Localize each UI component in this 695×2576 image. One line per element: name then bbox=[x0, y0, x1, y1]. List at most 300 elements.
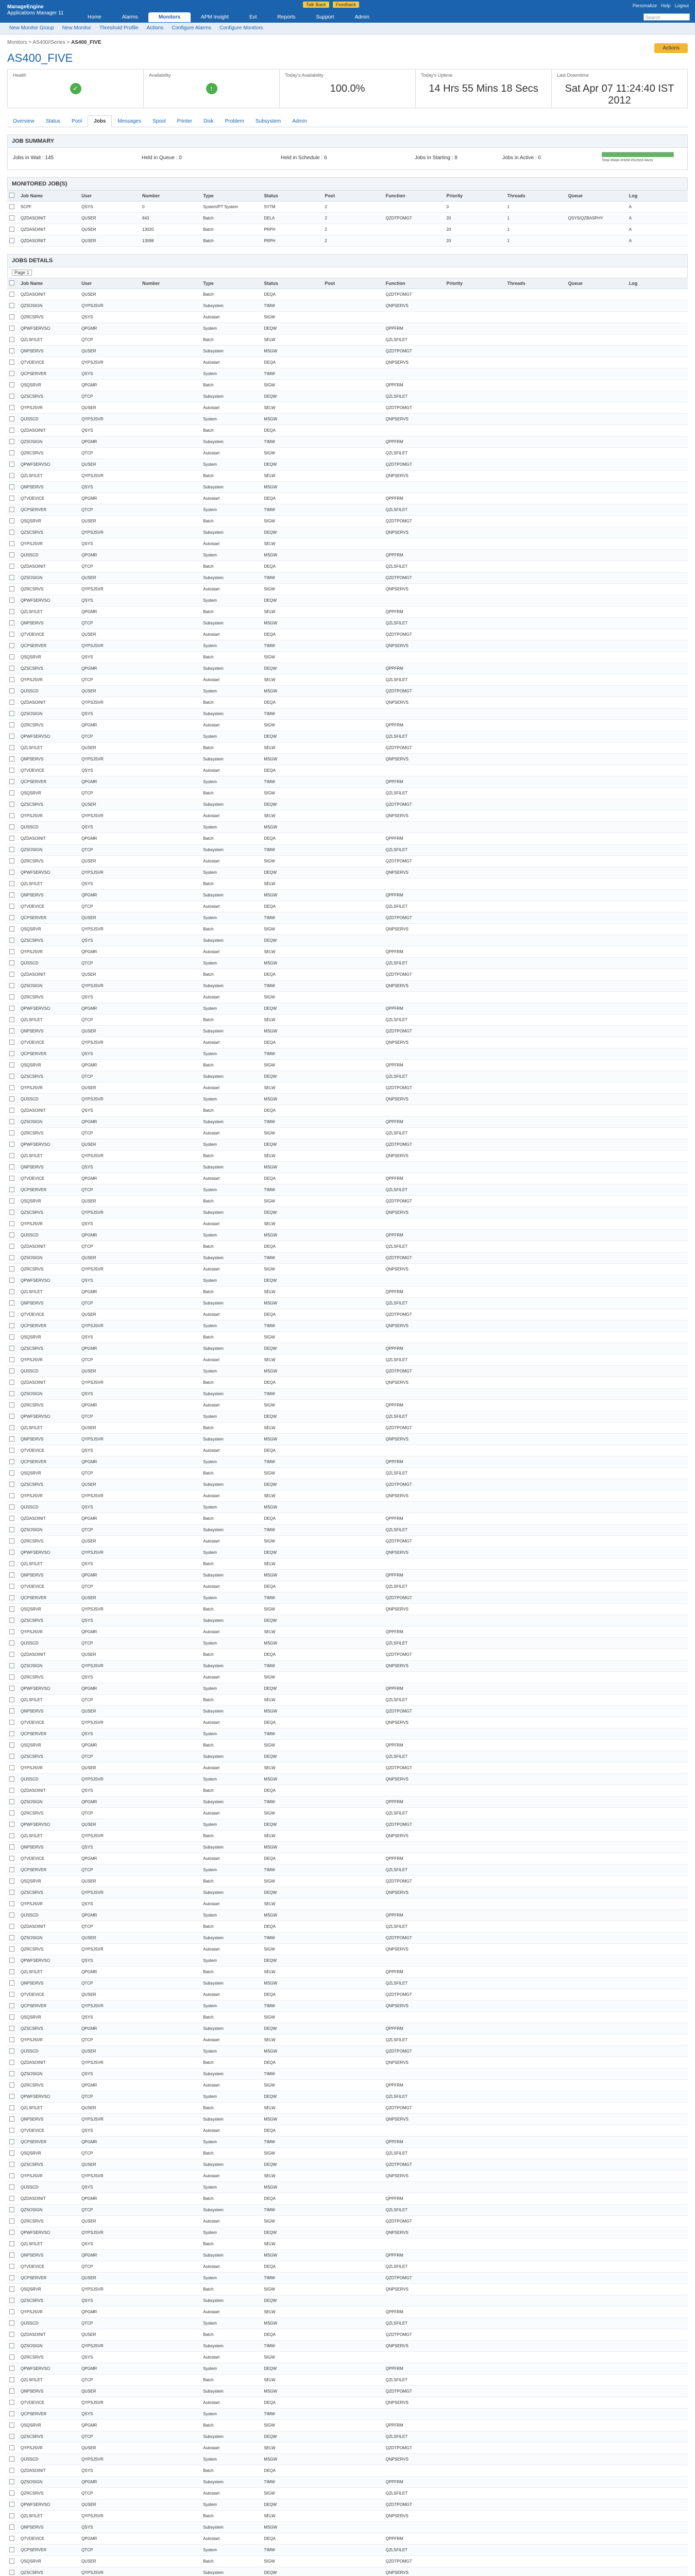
table-row[interactable] bbox=[7, 1785, 688, 1797]
row-checkbox[interactable] bbox=[7, 1694, 19, 1706]
table-row[interactable] bbox=[7, 1513, 688, 1524]
table-row[interactable] bbox=[7, 2522, 688, 2533]
table-row[interactable] bbox=[7, 1831, 688, 1842]
job-col-0[interactable]: Job Name bbox=[19, 278, 79, 289]
row-checkbox[interactable] bbox=[7, 584, 19, 595]
tab-1[interactable]: Status bbox=[45, 118, 61, 124]
page-select[interactable]: Page 1 bbox=[12, 269, 32, 276]
table-row[interactable] bbox=[7, 300, 688, 312]
table-row[interactable] bbox=[7, 1490, 688, 1502]
table-row[interactable] bbox=[7, 2465, 688, 2477]
subnav-5[interactable]: Configure Monitors bbox=[219, 25, 263, 31]
row-checkbox[interactable] bbox=[7, 1672, 19, 1683]
row-checkbox[interactable] bbox=[7, 1082, 19, 1094]
table-row[interactable] bbox=[7, 731, 688, 742]
row-checkbox[interactable] bbox=[7, 1286, 19, 1298]
table-row[interactable] bbox=[7, 2488, 688, 2499]
mon-col-9[interactable]: Queue bbox=[566, 191, 627, 201]
tab-6[interactable]: Printer bbox=[177, 118, 193, 124]
row-checkbox[interactable] bbox=[7, 1332, 19, 1343]
table-row[interactable] bbox=[7, 1592, 688, 1604]
table-row[interactable] bbox=[7, 935, 688, 946]
table-row[interactable] bbox=[7, 1502, 688, 1513]
job-select-all[interactable] bbox=[7, 278, 19, 289]
table-row[interactable] bbox=[7, 2091, 688, 2103]
row-checkbox[interactable] bbox=[7, 980, 19, 992]
table-row[interactable] bbox=[7, 2318, 688, 2329]
row-checkbox[interactable] bbox=[7, 1728, 19, 1740]
row-checkbox[interactable] bbox=[7, 1343, 19, 1354]
tab-9[interactable]: Subsystem bbox=[255, 118, 281, 124]
table-row[interactable] bbox=[7, 1797, 688, 1808]
row-checkbox[interactable] bbox=[7, 652, 19, 663]
row-checkbox[interactable] bbox=[7, 2477, 19, 2488]
row-checkbox[interactable] bbox=[7, 799, 19, 810]
row-checkbox[interactable] bbox=[7, 1762, 19, 1774]
table-row[interactable] bbox=[7, 2307, 688, 2318]
table-row[interactable] bbox=[7, 1252, 688, 1264]
table-row[interactable] bbox=[7, 606, 688, 618]
job-col-5[interactable]: Pool bbox=[323, 278, 383, 289]
row-checkbox[interactable] bbox=[7, 224, 19, 235]
job-col-2[interactable]: Number bbox=[140, 278, 201, 289]
table-row[interactable] bbox=[7, 312, 688, 323]
row-checkbox[interactable] bbox=[7, 924, 19, 935]
row-checkbox[interactable] bbox=[7, 2420, 19, 2431]
row-checkbox[interactable] bbox=[7, 2012, 19, 2023]
row-checkbox[interactable] bbox=[7, 516, 19, 527]
row-checkbox[interactable] bbox=[7, 1649, 19, 1660]
table-row[interactable] bbox=[7, 1547, 688, 1558]
table-row[interactable] bbox=[7, 1150, 688, 1162]
nav-2[interactable]: Monitors bbox=[148, 12, 191, 22]
row-checkbox[interactable] bbox=[7, 2091, 19, 2103]
row-checkbox[interactable] bbox=[7, 1366, 19, 1377]
table-row[interactable] bbox=[7, 742, 688, 754]
table-row[interactable] bbox=[7, 1762, 688, 1774]
row-checkbox[interactable] bbox=[7, 1774, 19, 1785]
row-checkbox[interactable] bbox=[7, 2069, 19, 2080]
row-checkbox[interactable] bbox=[7, 1989, 19, 2001]
mon-select-all[interactable] bbox=[7, 191, 19, 201]
table-row[interactable] bbox=[7, 1604, 688, 1615]
row-checkbox[interactable] bbox=[7, 300, 19, 312]
row-checkbox[interactable] bbox=[7, 992, 19, 1003]
table-row[interactable] bbox=[7, 1728, 688, 1740]
table-row[interactable] bbox=[7, 1105, 688, 1116]
row-checkbox[interactable] bbox=[7, 493, 19, 504]
table-row[interactable] bbox=[7, 527, 688, 538]
table-row[interactable] bbox=[7, 1638, 688, 1649]
table-row[interactable] bbox=[7, 1989, 688, 2001]
table-row[interactable] bbox=[7, 1751, 688, 1762]
table-row[interactable] bbox=[7, 2556, 688, 2567]
table-row[interactable] bbox=[7, 493, 688, 504]
table-row[interactable] bbox=[7, 1933, 688, 1944]
mon-col-10[interactable]: Log bbox=[627, 191, 688, 201]
row-checkbox[interactable] bbox=[7, 2443, 19, 2454]
row-checkbox[interactable] bbox=[7, 414, 19, 425]
table-row[interactable] bbox=[7, 2273, 688, 2284]
table-row[interactable] bbox=[7, 1343, 688, 1354]
row-checkbox[interactable] bbox=[7, 357, 19, 368]
breadcrumb-monitors[interactable]: Monitors bbox=[7, 40, 27, 45]
table-row[interactable] bbox=[7, 380, 688, 391]
job-col-4[interactable]: Status bbox=[262, 278, 323, 289]
table-row[interactable] bbox=[7, 1048, 688, 1060]
table-row[interactable] bbox=[7, 765, 688, 776]
job-col-9[interactable]: Queue bbox=[566, 278, 627, 289]
row-checkbox[interactable] bbox=[7, 2125, 19, 2137]
table-row[interactable] bbox=[7, 1921, 688, 1933]
job-col-8[interactable]: Threads bbox=[505, 278, 566, 289]
table-row[interactable] bbox=[7, 1060, 688, 1071]
table-row[interactable] bbox=[7, 1218, 688, 1230]
table-row[interactable] bbox=[7, 2080, 688, 2091]
nav-5[interactable]: Reports bbox=[277, 14, 296, 20]
table-row[interactable] bbox=[7, 235, 688, 247]
row-checkbox[interactable] bbox=[7, 2488, 19, 2499]
row-checkbox[interactable] bbox=[7, 1400, 19, 1411]
row-checkbox[interactable] bbox=[7, 1921, 19, 1933]
row-checkbox[interactable] bbox=[7, 2227, 19, 2239]
row-checkbox[interactable] bbox=[7, 640, 19, 652]
table-row[interactable] bbox=[7, 504, 688, 516]
row-checkbox[interactable] bbox=[7, 833, 19, 844]
row-checkbox[interactable] bbox=[7, 2533, 19, 2545]
table-row[interactable] bbox=[7, 1774, 688, 1785]
table-row[interactable] bbox=[7, 1082, 688, 1094]
row-checkbox[interactable] bbox=[7, 1377, 19, 1388]
table-row[interactable] bbox=[7, 1230, 688, 1241]
row-checkbox[interactable] bbox=[7, 1910, 19, 1921]
mon-col-2[interactable]: Number bbox=[140, 191, 201, 201]
table-row[interactable] bbox=[7, 2148, 688, 2159]
table-row[interactable] bbox=[7, 1876, 688, 1887]
table-row[interactable] bbox=[7, 1683, 688, 1694]
row-checkbox[interactable] bbox=[7, 1785, 19, 1797]
row-checkbox[interactable] bbox=[7, 2114, 19, 2125]
row-checkbox[interactable] bbox=[7, 289, 19, 300]
table-row[interactable] bbox=[7, 2397, 688, 2409]
table-row[interactable] bbox=[7, 1434, 688, 1445]
table-row[interactable] bbox=[7, 1173, 688, 1184]
row-checkbox[interactable] bbox=[7, 1592, 19, 1604]
row-checkbox[interactable] bbox=[7, 1456, 19, 1468]
search-input[interactable]: Search bbox=[643, 13, 690, 21]
top-link-2[interactable]: Logout bbox=[674, 3, 689, 8]
table-row[interactable] bbox=[7, 213, 688, 224]
row-checkbox[interactable] bbox=[7, 1524, 19, 1536]
row-checkbox[interactable] bbox=[7, 2567, 19, 2576]
row-checkbox[interactable] bbox=[7, 1026, 19, 1037]
subnav-1[interactable]: New Monitor bbox=[62, 25, 91, 31]
row-checkbox[interactable] bbox=[7, 572, 19, 584]
row-checkbox[interactable] bbox=[7, 504, 19, 516]
feedback-button[interactable]: Feedback bbox=[333, 2, 360, 8]
table-row[interactable] bbox=[7, 2069, 688, 2080]
table-row[interactable] bbox=[7, 2341, 688, 2352]
row-checkbox[interactable] bbox=[7, 459, 19, 470]
table-row[interactable] bbox=[7, 1026, 688, 1037]
table-row[interactable] bbox=[7, 629, 688, 640]
table-row[interactable] bbox=[7, 1275, 688, 1286]
row-checkbox[interactable] bbox=[7, 912, 19, 924]
row-checkbox[interactable] bbox=[7, 1264, 19, 1275]
table-row[interactable] bbox=[7, 2171, 688, 2182]
table-row[interactable] bbox=[7, 1944, 688, 1955]
table-row[interactable] bbox=[7, 2023, 688, 2035]
row-checkbox[interactable] bbox=[7, 2182, 19, 2193]
row-checkbox[interactable] bbox=[7, 1797, 19, 1808]
row-checkbox[interactable] bbox=[7, 527, 19, 538]
table-row[interactable] bbox=[7, 550, 688, 561]
row-checkbox[interactable] bbox=[7, 618, 19, 629]
table-row[interactable] bbox=[7, 2284, 688, 2295]
row-checkbox[interactable] bbox=[7, 2545, 19, 2556]
table-row[interactable] bbox=[7, 924, 688, 935]
table-row[interactable] bbox=[7, 402, 688, 414]
row-checkbox[interactable] bbox=[7, 731, 19, 742]
table-row[interactable] bbox=[7, 2205, 688, 2216]
table-row[interactable] bbox=[7, 980, 688, 992]
job-col-6[interactable]: Function bbox=[383, 278, 444, 289]
row-checkbox[interactable] bbox=[7, 1808, 19, 1819]
tab-3[interactable]: Jobs bbox=[88, 115, 112, 127]
row-checkbox[interactable] bbox=[7, 1128, 19, 1139]
row-checkbox[interactable] bbox=[7, 1547, 19, 1558]
row-checkbox[interactable] bbox=[7, 810, 19, 822]
top-link-1[interactable]: Help bbox=[660, 3, 671, 8]
table-row[interactable] bbox=[7, 1842, 688, 1853]
tab-7[interactable]: Disk bbox=[204, 118, 214, 124]
table-row[interactable] bbox=[7, 289, 688, 300]
row-checkbox[interactable] bbox=[7, 1320, 19, 1332]
row-checkbox[interactable] bbox=[7, 436, 19, 448]
job-col-3[interactable]: Type bbox=[201, 278, 262, 289]
row-checkbox[interactable] bbox=[7, 1014, 19, 1026]
table-row[interactable] bbox=[7, 1298, 688, 1309]
row-checkbox[interactable] bbox=[7, 2431, 19, 2443]
table-row[interactable] bbox=[7, 2567, 688, 2576]
row-checkbox[interactable] bbox=[7, 1162, 19, 1173]
row-checkbox[interactable] bbox=[7, 561, 19, 572]
table-row[interactable] bbox=[7, 1978, 688, 1989]
table-row[interactable] bbox=[7, 788, 688, 799]
table-row[interactable] bbox=[7, 2386, 688, 2397]
row-checkbox[interactable] bbox=[7, 1298, 19, 1309]
table-row[interactable] bbox=[7, 1400, 688, 1411]
table-row[interactable] bbox=[7, 946, 688, 958]
table-row[interactable] bbox=[7, 2533, 688, 2545]
table-row[interactable] bbox=[7, 2239, 688, 2250]
row-checkbox[interactable] bbox=[7, 2556, 19, 2567]
table-row[interactable] bbox=[7, 2250, 688, 2261]
row-checkbox[interactable] bbox=[7, 663, 19, 674]
row-checkbox[interactable] bbox=[7, 448, 19, 459]
row-checkbox[interactable] bbox=[7, 2046, 19, 2057]
table-row[interactable] bbox=[7, 1615, 688, 1626]
row-checkbox[interactable] bbox=[7, 1388, 19, 1400]
table-row[interactable] bbox=[7, 1524, 688, 1536]
table-row[interactable] bbox=[7, 2227, 688, 2239]
table-row[interactable] bbox=[7, 2125, 688, 2137]
table-row[interactable] bbox=[7, 2137, 688, 2148]
table-row[interactable] bbox=[7, 201, 688, 213]
row-checkbox[interactable] bbox=[7, 1468, 19, 1479]
row-checkbox[interactable] bbox=[7, 1037, 19, 1048]
table-row[interactable] bbox=[7, 1479, 688, 1490]
availability-up-icon[interactable]: ↑ bbox=[206, 83, 217, 94]
row-checkbox[interactable] bbox=[7, 890, 19, 901]
app-logo[interactable]: ManageEngine Applications Manager 11 bbox=[7, 4, 64, 16]
row-checkbox[interactable] bbox=[7, 878, 19, 890]
nav-4[interactable]: Ext bbox=[249, 14, 257, 20]
table-row[interactable] bbox=[7, 2454, 688, 2465]
row-checkbox[interactable] bbox=[7, 2137, 19, 2148]
row-checkbox[interactable] bbox=[7, 1604, 19, 1615]
row-checkbox[interactable] bbox=[7, 2001, 19, 2012]
row-checkbox[interactable] bbox=[7, 2080, 19, 2091]
table-row[interactable] bbox=[7, 652, 688, 663]
row-checkbox[interactable] bbox=[7, 2261, 19, 2273]
table-row[interactable] bbox=[7, 414, 688, 425]
mon-col-4[interactable]: Status bbox=[262, 191, 323, 201]
table-row[interactable] bbox=[7, 1207, 688, 1218]
row-checkbox[interactable] bbox=[7, 2409, 19, 2420]
table-row[interactable] bbox=[7, 1286, 688, 1298]
table-row[interactable] bbox=[7, 1706, 688, 1717]
table-row[interactable] bbox=[7, 436, 688, 448]
table-row[interactable] bbox=[7, 618, 688, 629]
row-checkbox[interactable] bbox=[7, 402, 19, 414]
row-checkbox[interactable] bbox=[7, 2454, 19, 2465]
row-checkbox[interactable] bbox=[7, 346, 19, 357]
row-checkbox[interactable] bbox=[7, 2307, 19, 2318]
table-row[interactable] bbox=[7, 1819, 688, 1831]
row-checkbox[interactable] bbox=[7, 1252, 19, 1264]
table-row[interactable] bbox=[7, 844, 688, 856]
row-checkbox[interactable] bbox=[7, 1445, 19, 1456]
row-checkbox[interactable] bbox=[7, 1434, 19, 1445]
table-row[interactable] bbox=[7, 1388, 688, 1400]
table-row[interactable] bbox=[7, 1853, 688, 1865]
row-checkbox[interactable] bbox=[7, 380, 19, 391]
row-checkbox[interactable] bbox=[7, 1105, 19, 1116]
row-checkbox[interactable] bbox=[7, 1060, 19, 1071]
table-row[interactable] bbox=[7, 2295, 688, 2307]
row-checkbox[interactable] bbox=[7, 901, 19, 912]
table-row[interactable] bbox=[7, 2329, 688, 2341]
table-row[interactable] bbox=[7, 708, 688, 720]
table-row[interactable] bbox=[7, 2499, 688, 2511]
row-checkbox[interactable] bbox=[7, 1275, 19, 1286]
row-checkbox[interactable] bbox=[7, 2035, 19, 2046]
table-row[interactable] bbox=[7, 1899, 688, 1910]
mon-col-0[interactable]: Job Name bbox=[19, 191, 79, 201]
nav-6[interactable]: Support bbox=[316, 14, 334, 20]
job-col-1[interactable]: User bbox=[79, 278, 140, 289]
row-checkbox[interactable] bbox=[7, 2386, 19, 2397]
row-checkbox[interactable] bbox=[7, 867, 19, 878]
table-row[interactable] bbox=[7, 482, 688, 493]
table-row[interactable] bbox=[7, 2375, 688, 2386]
table-row[interactable] bbox=[7, 1672, 688, 1683]
row-checkbox[interactable] bbox=[7, 2205, 19, 2216]
row-checkbox[interactable] bbox=[7, 201, 19, 213]
row-checkbox[interactable] bbox=[7, 1706, 19, 1717]
table-row[interactable] bbox=[7, 901, 688, 912]
table-row[interactable] bbox=[7, 1264, 688, 1275]
row-checkbox[interactable] bbox=[7, 2148, 19, 2159]
table-row[interactable] bbox=[7, 1377, 688, 1388]
table-row[interactable] bbox=[7, 1955, 688, 1967]
row-checkbox[interactable] bbox=[7, 2284, 19, 2295]
table-row[interactable] bbox=[7, 856, 688, 867]
nav-3[interactable]: APM Insight bbox=[201, 14, 229, 20]
table-row[interactable] bbox=[7, 878, 688, 890]
table-row[interactable] bbox=[7, 2035, 688, 2046]
mon-col-1[interactable]: User bbox=[79, 191, 140, 201]
tab-8[interactable]: Problem bbox=[225, 118, 244, 124]
row-checkbox[interactable] bbox=[7, 1354, 19, 1366]
row-checkbox[interactable] bbox=[7, 1411, 19, 1422]
top-link-0[interactable]: Personalize bbox=[632, 3, 657, 8]
subnav-2[interactable]: Threshold Profile bbox=[99, 25, 139, 31]
table-row[interactable] bbox=[7, 663, 688, 674]
table-row[interactable] bbox=[7, 595, 688, 606]
table-row[interactable] bbox=[7, 1694, 688, 1706]
table-row[interactable] bbox=[7, 1910, 688, 1921]
table-row[interactable] bbox=[7, 572, 688, 584]
health-ok-icon[interactable]: ✓ bbox=[70, 83, 81, 94]
table-row[interactable] bbox=[7, 1536, 688, 1547]
tab-5[interactable]: Spool bbox=[152, 118, 166, 124]
row-checkbox[interactable] bbox=[7, 1626, 19, 1638]
mon-col-7[interactable]: Priority bbox=[445, 191, 505, 201]
row-checkbox[interactable] bbox=[7, 935, 19, 946]
row-checkbox[interactable] bbox=[7, 1173, 19, 1184]
talk-back-button[interactable]: Talk Back bbox=[303, 2, 329, 8]
mon-col-5[interactable]: Pool bbox=[323, 191, 383, 201]
table-row[interactable] bbox=[7, 1196, 688, 1207]
row-checkbox[interactable] bbox=[7, 1967, 19, 1978]
table-row[interactable] bbox=[7, 2431, 688, 2443]
table-row[interactable] bbox=[7, 1558, 688, 1570]
row-checkbox[interactable] bbox=[7, 958, 19, 969]
row-checkbox[interactable] bbox=[7, 2023, 19, 2035]
table-row[interactable] bbox=[7, 1184, 688, 1196]
row-checkbox[interactable] bbox=[7, 2511, 19, 2522]
table-row[interactable] bbox=[7, 2103, 688, 2114]
row-checkbox[interactable] bbox=[7, 1490, 19, 1502]
row-checkbox[interactable] bbox=[7, 2216, 19, 2227]
table-row[interactable] bbox=[7, 867, 688, 878]
row-checkbox[interactable] bbox=[7, 1218, 19, 1230]
row-checkbox[interactable] bbox=[7, 708, 19, 720]
table-row[interactable] bbox=[7, 1309, 688, 1320]
row-checkbox[interactable] bbox=[7, 1116, 19, 1128]
table-row[interactable] bbox=[7, 799, 688, 810]
row-checkbox[interactable] bbox=[7, 1422, 19, 1434]
table-row[interactable] bbox=[7, 2352, 688, 2363]
table-row[interactable] bbox=[7, 391, 688, 402]
table-row[interactable] bbox=[7, 890, 688, 901]
table-row[interactable] bbox=[7, 1139, 688, 1150]
row-checkbox[interactable] bbox=[7, 2193, 19, 2205]
row-checkbox[interactable] bbox=[7, 1230, 19, 1241]
row-checkbox[interactable] bbox=[7, 1740, 19, 1751]
